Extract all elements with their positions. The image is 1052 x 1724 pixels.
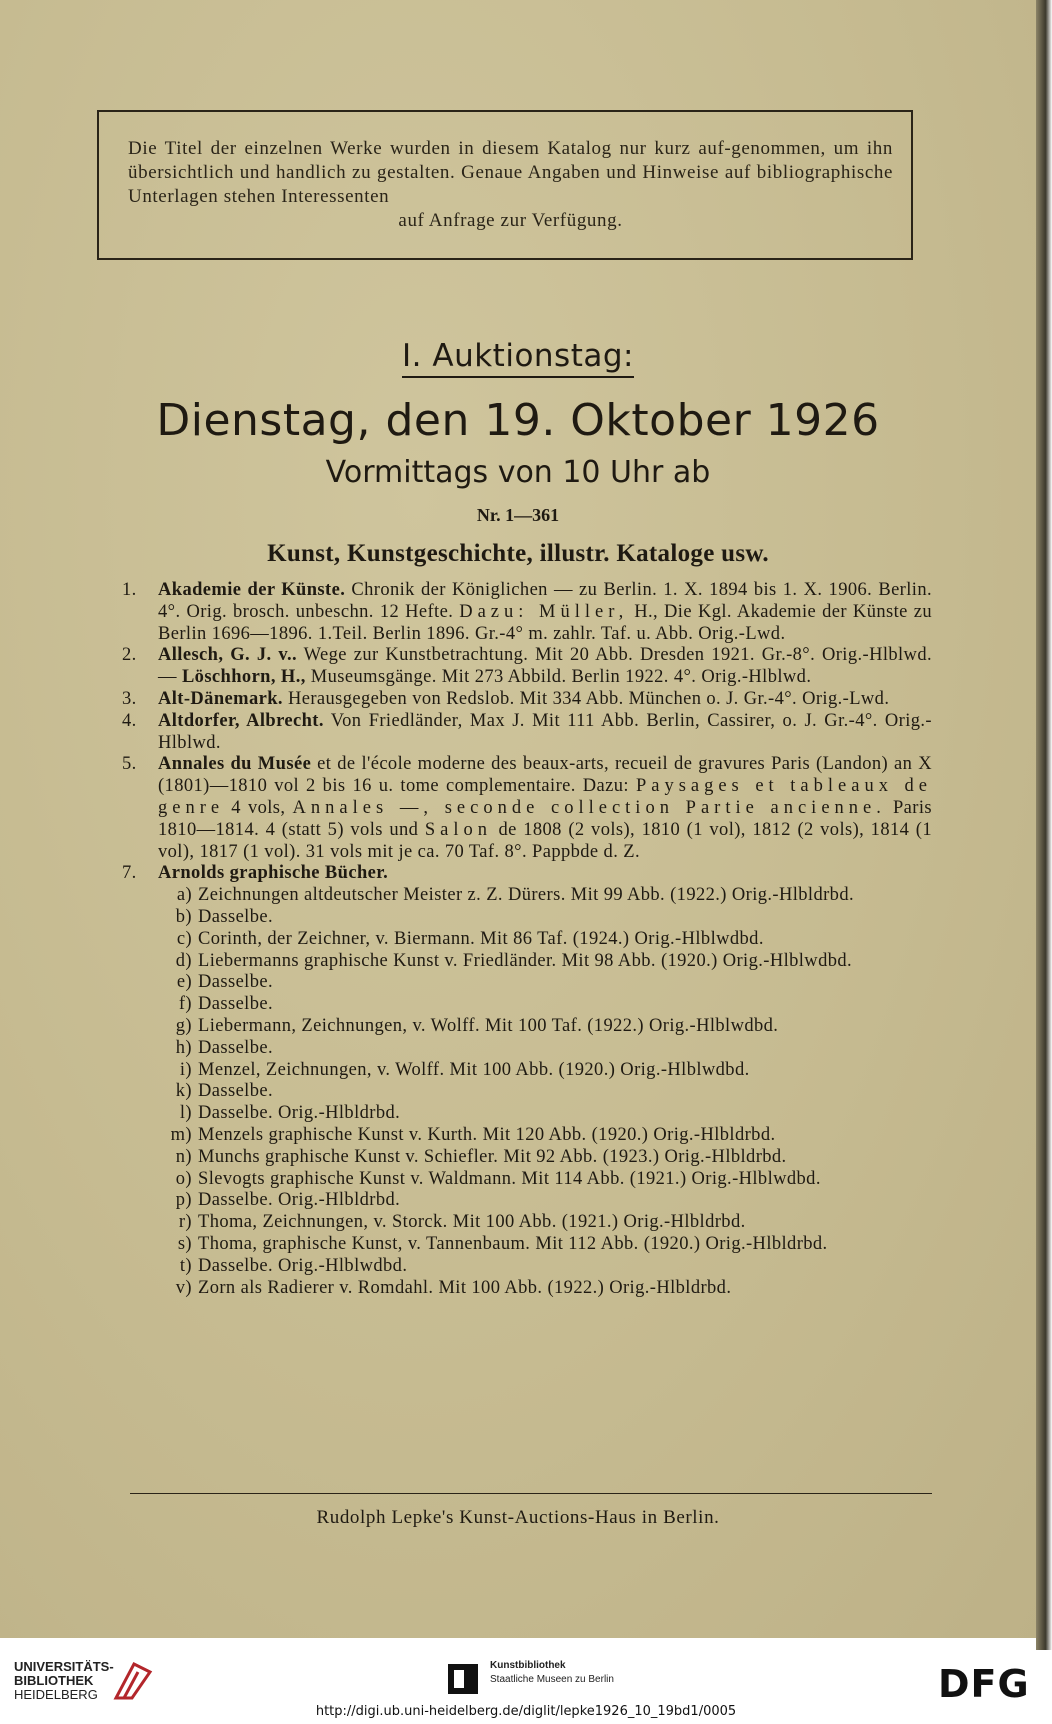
entry-spaced-text: Dazu: Müller, <box>459 601 629 622</box>
entry-tail: Paris 1810—1814. 4 (statt 5) vols und <box>158 797 932 840</box>
publisher-footer: Rudolph Lepke's Kunst-Auctions-Haus in Berlin. <box>316 1507 720 1528</box>
sub-entry <box>122 1081 932 1103</box>
notice-body: Die Titel der einzelnen Werke wurden in diesem Katalog nur kurz auf-genommen, um ihn übersichtlich und handlich zu gestalten. Genaue Angaben und Hinweise auf bibliographische Unterlagen stehen Interessenten <box>128 138 893 207</box>
sub-entry-letter: m) <box>170 1124 192 1145</box>
entry-head: Altdorfer, Albrecht. <box>158 710 324 731</box>
entry-head: Akademie der Künste. <box>158 580 346 600</box>
sub-entry <box>122 1060 932 1082</box>
sub-entry-text: Menzels graphische Kunst v. Kurth. Mit 120 Abb. (1920.) Orig.-Hlbldrbd. <box>198 1124 776 1145</box>
sub-entry-text: Dasselbe. <box>198 1037 274 1058</box>
sub-entry <box>122 1256 932 1278</box>
catalog-entry <box>122 754 932 863</box>
sub-entry-text: Munchs graphische Kunst v. Schiefler. Mit 92 Abb. (1923.) Orig.-Hlbldrbd. <box>198 1146 787 1167</box>
entry-number: 3. <box>122 688 137 709</box>
sub-entry-letter: c) <box>176 928 192 949</box>
sub-entry-text: Dasselbe. Orig.-Hlblwdbd. <box>198 1255 408 1276</box>
section-title: Kunst, Kunstgeschichte, illustr. Kataloge usw. <box>267 540 769 567</box>
sub-entry <box>122 994 932 1016</box>
dfg-logo: DFG <box>938 1662 1030 1706</box>
sub-entry <box>122 1147 932 1169</box>
sub-entry <box>122 1234 932 1256</box>
sub-entry <box>122 1212 932 1234</box>
sub-entry-text: Zeichnungen altdeutscher Meister z. Z. Dürers. Mit 99 Abb. (1922.) Orig.-Hlbldrbd. <box>198 885 855 906</box>
sub-entry-letter: l) <box>179 1103 192 1124</box>
entry-text: et de l'école moderne des beaux-arts, recueil de gravures Paris (Landon) an X (1801)—1810 vol 2 bis 16 u. tome complementaire. Dazu: <box>158 754 932 797</box>
sub-entry <box>122 972 932 994</box>
catalog-entry <box>122 863 932 885</box>
notice-last-line: auf Anfrage zur Verfügung. <box>398 210 623 231</box>
sub-entry-letter: s) <box>177 1233 192 1254</box>
entry-text: Von Friedländer, Max J. Mit 111 Abb. Berlin, Cassirer, o. J. Gr.-4°. Orig.-Hlblwd. <box>158 710 932 753</box>
sub-entry <box>122 1278 932 1300</box>
sub-entry <box>122 951 932 973</box>
notice-text <box>128 137 893 233</box>
source-url[interactable]: http://digi.ub.uni-heidelberg.de/diglit/lepke1926_10_19bd1/0005 <box>315 1704 737 1719</box>
sub-entry-letter: t) <box>179 1255 192 1276</box>
entry-text: Herausgegeben von Redslob. Mit 334 Abb. München o. J. Gr.-4°. Orig.-Lwd. <box>282 688 890 709</box>
sub-entry <box>122 1103 932 1125</box>
footer-rule <box>130 1493 932 1494</box>
entry-spaced-text: Paysages et tableaux de genre <box>158 776 933 818</box>
sub-entry-text: Thoma, Zeichnungen, v. Storck. Mit 100 Abb. (1921.) Orig.-Hlbldrbd. <box>198 1212 746 1233</box>
sub-entry-text: Liebermann, Zeichnungen, v. Wolff. Mit 100 Taf. (1922.) Orig.-Hlblwdbd. <box>198 1015 779 1036</box>
catalog-entry <box>122 645 932 689</box>
sub-entry-letter: r) <box>178 1212 192 1233</box>
sub-entry-letter: i) <box>179 1059 192 1080</box>
sub-entry-text: Liebermanns graphische Kunst v. Friedländer. Mit 98 Abb. (1920.) Orig.-Hlblwdbd. <box>198 950 853 971</box>
entry-number: 7. <box>122 863 137 884</box>
sub-entry <box>122 907 932 929</box>
sub-entry-text: Dasselbe. Orig.-Hlbldrbd. <box>198 1103 401 1124</box>
library-logo-line: UNIVERSITÄTS- <box>14 1659 114 1674</box>
entry-tail: Museumsgänge. Mit 273 Abbild. Berlin 1922. 4°. Orig.-Hlblwd. <box>305 667 812 688</box>
entry-body <box>158 863 932 885</box>
entry-number: 4. <box>122 710 137 731</box>
catalog-entry <box>122 711 932 755</box>
heidelberg-library-logo <box>14 1660 114 1702</box>
sub-entry <box>122 885 932 907</box>
sub-entry-letter: d) <box>175 950 192 971</box>
sub-entry-letter: n) <box>175 1146 192 1167</box>
sub-entry-text: Dasselbe. Orig.-Hlbldrbd. <box>198 1190 401 1211</box>
sub-entry-letter: v) <box>175 1277 192 1298</box>
sub-entry <box>122 1125 932 1147</box>
entry-body <box>158 711 932 755</box>
kunstbibliothek-emblem-icon <box>448 1664 478 1694</box>
kb-logo-subtitle: Staatliche Museen zu Berlin <box>490 1674 614 1685</box>
entry-head-secondary: Löschhorn, H., <box>181 667 306 688</box>
entry-body <box>158 689 932 711</box>
entry-text: Chronik der Königlichen — zu Berlin. 1. X. 1894 bis 1. X. 1906. Berlin. 4°. Orig. brosch. unbeschn. 12 Hefte. <box>158 580 932 622</box>
entry-head: Alt-Dänemark. <box>158 688 283 709</box>
catalog-entries <box>122 580 932 1299</box>
entry-spaced-text: Annales —, seconde collection Partie ancienne. <box>292 797 886 818</box>
entry-text: Wege zur Kunstbetrachtung. Mit 20 Abb. Dresden 1921. Gr.-8°. Orig.-Hlblwd. — <box>158 645 932 688</box>
entry-spaced-text: Salon <box>424 819 492 840</box>
page-edge-shadow <box>1036 0 1052 1650</box>
sub-entry-text: Dasselbe. <box>198 906 274 927</box>
auction-day-heading <box>0 338 1036 374</box>
sub-entry-letter: h) <box>175 1037 192 1058</box>
entry-head: Allesch, G. J. v.. <box>158 645 298 666</box>
sub-entry-text: Corinth, der Zeichner, v. Biermann. Mit 86 Taf. (1924.) Orig.-Hlblwdbd. <box>198 928 764 949</box>
entry-mid: 4 vols, <box>224 797 293 818</box>
sub-entry-text: Dasselbe. <box>198 1081 274 1102</box>
sub-entry <box>122 1169 932 1191</box>
sub-entry-letter: o) <box>175 1168 192 1189</box>
entry-number: 1. <box>122 580 137 600</box>
time-heading: Vormittags von 10 Uhr ab <box>325 455 711 490</box>
sub-entry-text: Zorn als Radierer v. Romdahl. Mit 100 Abb. (1922.) Orig.-Hlbldrbd. <box>198 1277 732 1298</box>
lot-range: Nr. 1—361 <box>476 505 560 525</box>
auction-day-label: I. Auktionstag: <box>402 338 634 378</box>
entry-tail: H., Die Kgl. Akademie der Künste zu Berlin 1696—1896. 1.Teil. Berlin 1896. Gr.-4° m. zahlr. Taf. u. Abb. Orig.-Lwd. <box>158 601 932 644</box>
sub-entry-text: Dasselbe. <box>198 994 274 1015</box>
entry-body <box>158 645 932 689</box>
sub-entry-text: Dasselbe. <box>198 972 274 993</box>
sub-entry-letter: e) <box>176 972 192 993</box>
sub-entry-letter: k) <box>175 1081 192 1102</box>
sub-entry <box>122 1016 932 1038</box>
library-emblem-icon <box>110 1658 156 1704</box>
sub-entry <box>122 929 932 951</box>
sub-entry-text: Menzel, Zeichnungen, v. Wolff. Mit 100 Abb. (1920.) Orig.-Hlblwdbd. <box>198 1059 750 1080</box>
entry-tail: de 1808 (2 vols), 1810 (1 vol), 1812 (2 vols), 1814 (1 vol), 1817 (1 vol). 31 vols mit je ca. 70 Taf. 8°. Pappbde d. Z. <box>158 819 933 862</box>
entry-number: 5. <box>122 754 137 775</box>
library-logo-line: BIBLIOTHEK <box>14 1673 94 1688</box>
sub-entry-letter: f) <box>178 994 192 1015</box>
sub-entry-text: Thoma, graphische Kunst, v. Tannenbaum. Mit 112 Abb. (1920.) Orig.-Hlbldrbd. <box>198 1233 828 1254</box>
sub-entry-letter: a) <box>176 885 192 906</box>
sub-entry-letter: g) <box>175 1015 192 1036</box>
entry-head: Annales du Musée <box>158 754 312 775</box>
entry-body <box>158 580 932 645</box>
catalog-entry <box>122 689 932 711</box>
entry-number: 2. <box>122 645 137 666</box>
sub-entry-letter: p) <box>175 1190 192 1211</box>
entry-head: Arnolds graphische Bücher. <box>158 863 389 884</box>
kb-logo-title: Kunstbibliothek <box>490 1660 566 1671</box>
entry-body <box>158 754 932 863</box>
library-logo-line: HEIDELBERG <box>14 1687 98 1702</box>
catalog-entry <box>122 580 932 645</box>
sub-entry <box>122 1038 932 1060</box>
sub-entry <box>122 1190 932 1212</box>
sub-entry-text: Slevogts graphische Kunst v. Waldmann. Mit 114 Abb. (1921.) Orig.-Hlblwdbd. <box>198 1168 821 1189</box>
date-heading: Dienstag, den 19. Oktober 1926 <box>156 395 880 446</box>
sub-entry-letter: b) <box>175 906 192 927</box>
